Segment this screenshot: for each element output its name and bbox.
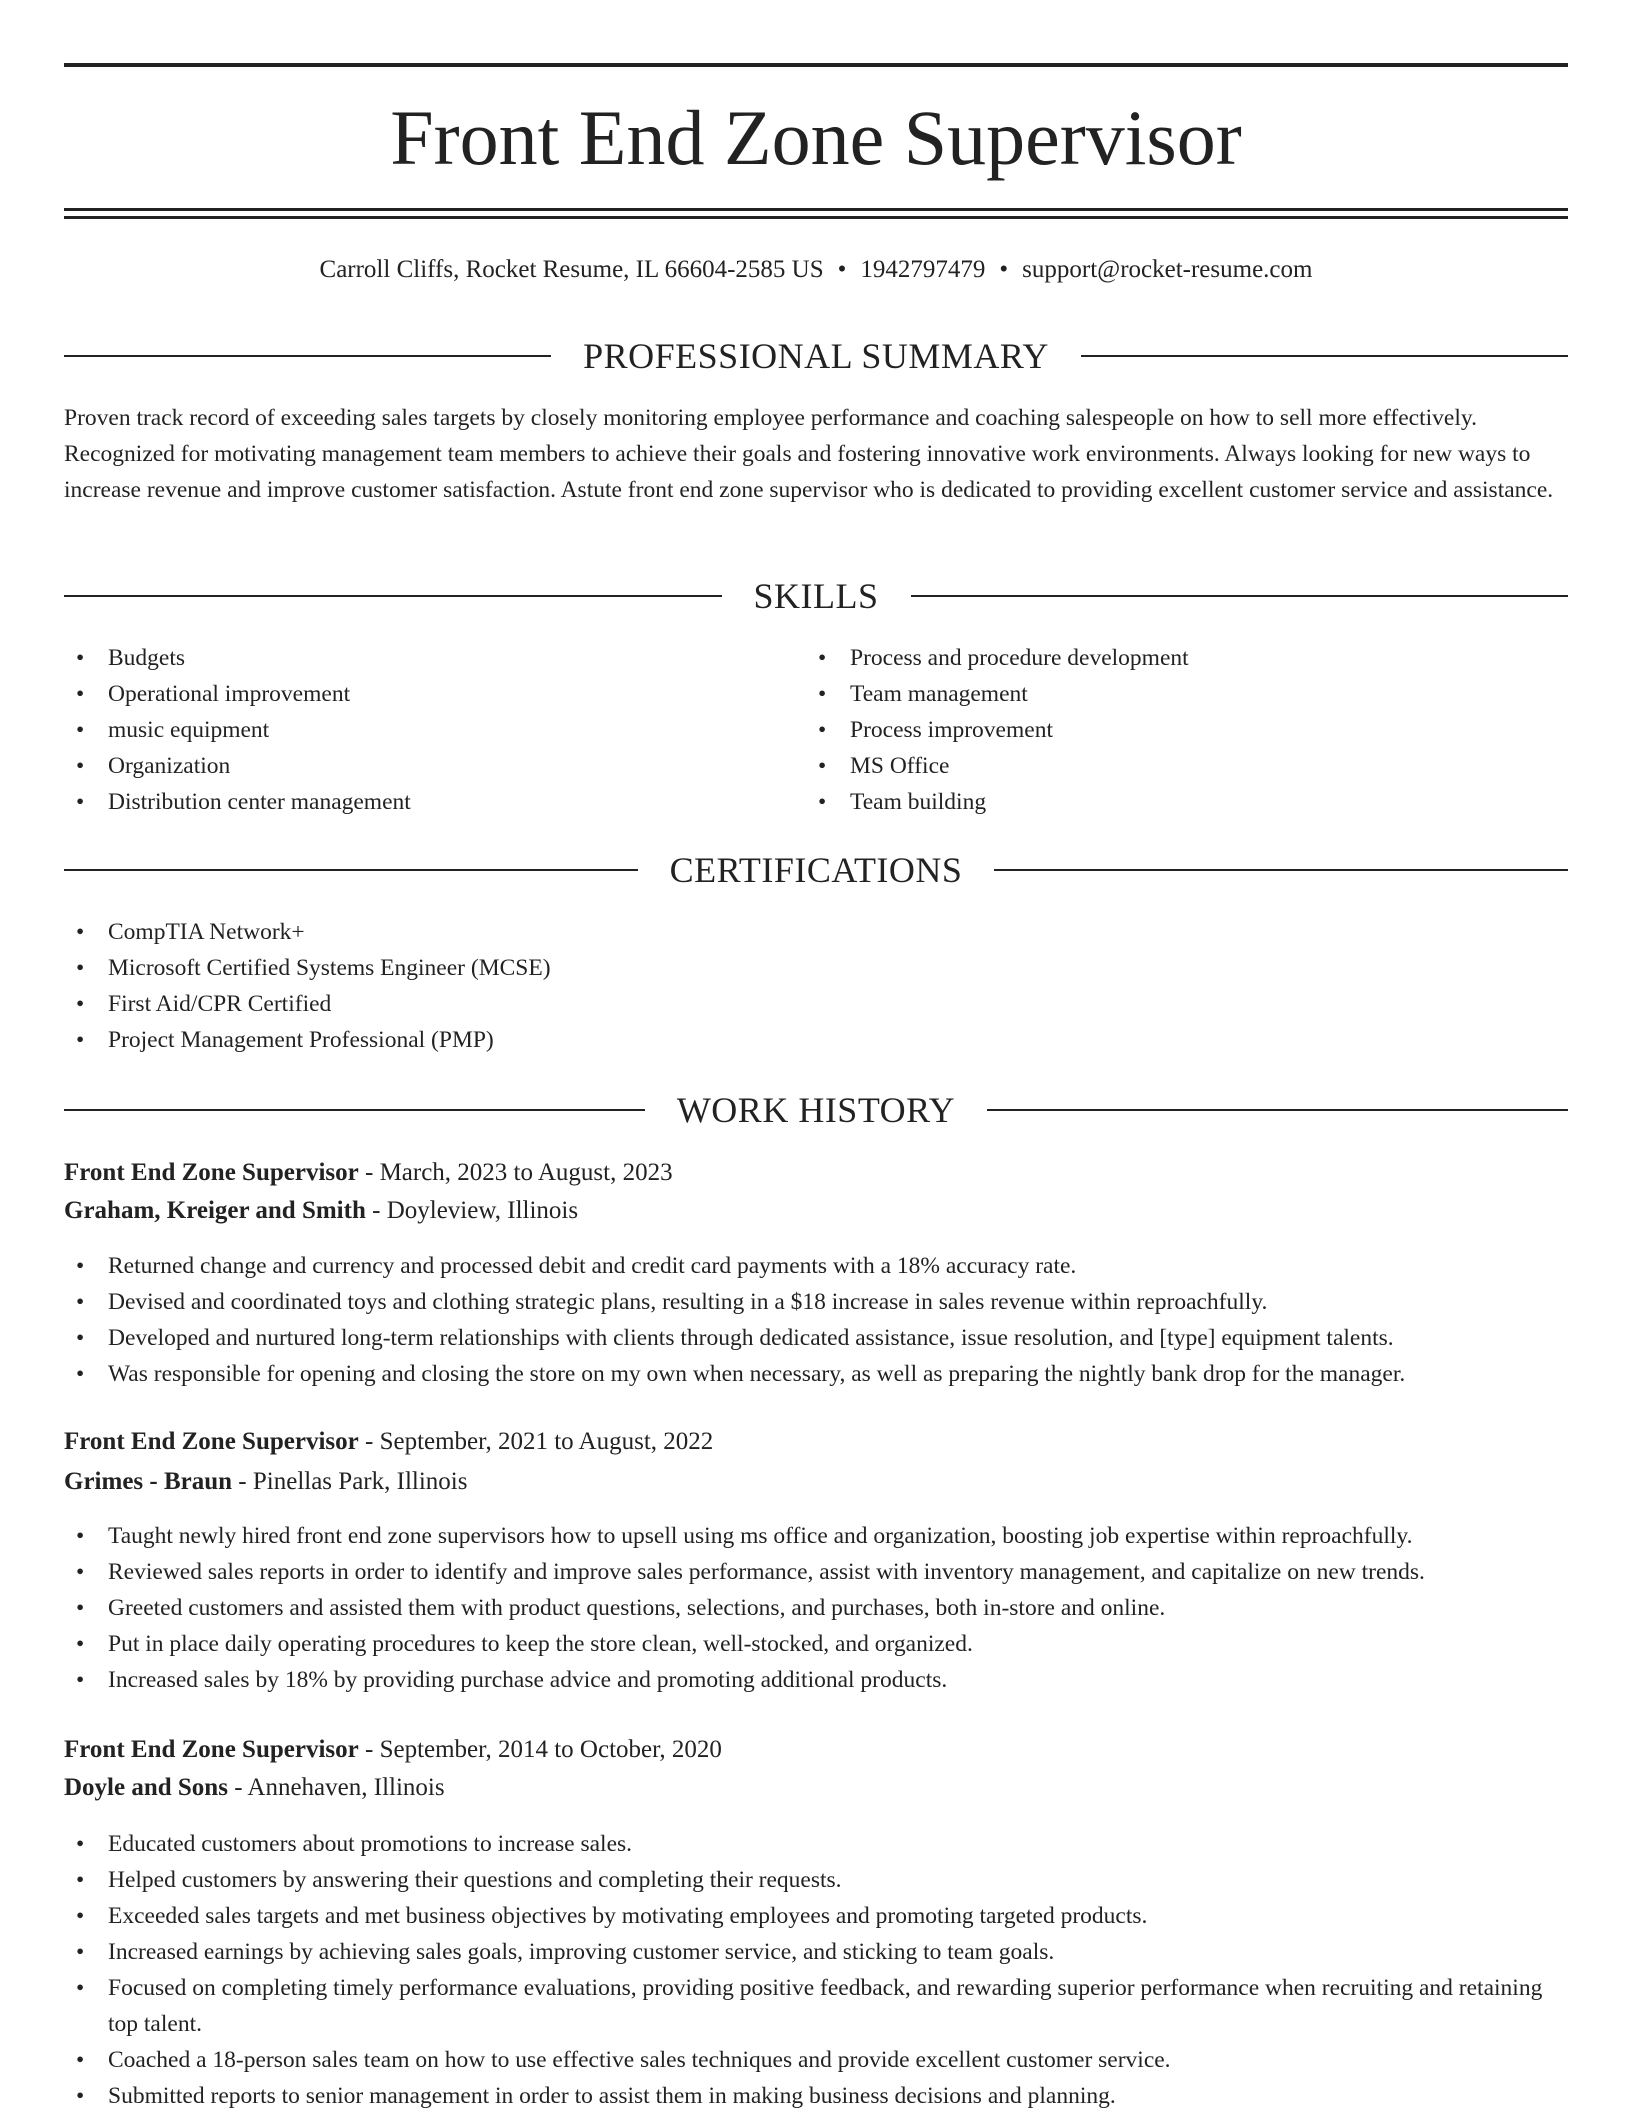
job-bullet: • Submitted reports to senior management in order to assist them in making business decisions and planning. bbox=[64, 2078, 1568, 2114]
job-company: Doyle and Sons bbox=[64, 1774, 228, 1801]
skills-list-left bbox=[64, 640, 764, 820]
skills-list-right bbox=[806, 640, 1546, 820]
contact-separator: • bbox=[999, 256, 1009, 283]
contact-address: Carroll Cliffs, Rocket Resume, IL 66604-2585 US bbox=[319, 256, 824, 283]
skill-item: • music equipment bbox=[64, 712, 764, 748]
job-company-line: Graham, Kreiger and Smith - Doyleview, Illinois bbox=[64, 1197, 579, 1224]
section-title: SKILLS bbox=[753, 576, 879, 616]
job-bullets bbox=[64, 1826, 1568, 2114]
job-bullet: • Devised and coordinated toys and clothing strategic plans, resulting in a $18 increase in sales revenue within reproachfully. bbox=[64, 1284, 1568, 1320]
section-title: CERTIFICATIONS bbox=[669, 850, 963, 890]
heading-rule bbox=[64, 355, 551, 357]
skill-item: • Process and procedure development bbox=[806, 640, 1546, 676]
heading-rule bbox=[1081, 355, 1568, 357]
job-bullet: • Increased earnings by achieving sales goals, improving customer service, and sticking to team goals. bbox=[64, 1934, 1568, 1970]
certification-item: • First Aid/CPR Certified bbox=[64, 986, 1564, 1022]
heading-rule bbox=[994, 869, 1568, 871]
section-heading-skills bbox=[64, 574, 1568, 618]
certifications-list bbox=[64, 914, 1564, 1058]
section-title: WORK HISTORY bbox=[676, 1090, 956, 1130]
skill-item: • Budgets bbox=[64, 640, 764, 676]
job-bullet: • Educated customers about promotions to increase sales. bbox=[64, 1826, 1568, 1862]
job-bullet: • Increased sales by 18% by providing purchase advice and promoting additional products. bbox=[64, 1662, 1568, 1698]
heading-rule bbox=[987, 1109, 1568, 1111]
heading-rule bbox=[911, 595, 1569, 597]
job-bullet: • Developed and nurtured long-term relationships with clients through dedicated assistance, issue resolution, and [type] equipment talents. bbox=[64, 1320, 1568, 1356]
job-bullet: • Coached a 18-person sales team on how to use effective sales techniques and provide excellent customer service. bbox=[64, 2042, 1568, 2078]
header-rule-upper bbox=[64, 208, 1568, 211]
candidate-name: Front End Zone Supervisor bbox=[390, 94, 1242, 181]
job-location: Annehaven, Illinois bbox=[247, 1774, 445, 1801]
skill-item: • Team management bbox=[806, 676, 1546, 712]
top-rule bbox=[64, 63, 1568, 67]
job-bullets bbox=[64, 1518, 1568, 1698]
job-bullet: • Taught newly hired front end zone supervisors how to upsell using ms office and organization, boosting job expertise within reproachfully. bbox=[64, 1518, 1568, 1554]
skill-item: • Team building bbox=[806, 784, 1546, 820]
job-title-line: Front End Zone Supervisor - March, 2023 to August, 2023 bbox=[64, 1159, 673, 1186]
job-location: Pinellas Park, Illinois bbox=[252, 1468, 468, 1495]
heading-rule bbox=[64, 869, 638, 871]
job-title: Front End Zone Supervisor bbox=[64, 1736, 359, 1763]
job-bullets bbox=[64, 1248, 1568, 1392]
header-rule-lower bbox=[64, 216, 1568, 219]
certification-item: • CompTIA Network+ bbox=[64, 914, 1564, 950]
job-bullet: • Returned change and currency and processed debit and credit card payments with a 18% accuracy rate. bbox=[64, 1248, 1568, 1284]
contact-email: support@rocket-resume.com bbox=[1022, 256, 1313, 283]
job-bullet: • Was responsible for opening and closing the store on my own when necessary, as well as preparing the nightly bank drop for the manager. bbox=[64, 1356, 1568, 1392]
job-dates: September, 2021 to August, 2022 bbox=[379, 1428, 714, 1455]
job-title: Front End Zone Supervisor bbox=[64, 1428, 359, 1455]
skill-item: • Distribution center management bbox=[64, 784, 764, 820]
job-title-line: Front End Zone Supervisor - September, 2014 to October, 2020 bbox=[64, 1736, 722, 1763]
section-heading-summary bbox=[64, 334, 1568, 378]
job-bullet: • Greeted customers and assisted them with product questions, selections, and purchases, both in-store and online. bbox=[64, 1590, 1568, 1626]
section-heading-certifications bbox=[64, 848, 1568, 892]
job-dates: September, 2014 to October, 2020 bbox=[379, 1736, 722, 1763]
heading-rule bbox=[64, 595, 722, 597]
certification-item: • Microsoft Certified Systems Engineer (MCSE) bbox=[64, 950, 1564, 986]
job-company: Grimes - Braun bbox=[64, 1468, 233, 1495]
section-title: PROFESSIONAL SUMMARY bbox=[583, 336, 1049, 376]
job-company: Graham, Kreiger and Smith bbox=[64, 1197, 366, 1224]
skill-item: • Operational improvement bbox=[64, 676, 764, 712]
heading-rule bbox=[64, 1109, 645, 1111]
job-bullet: • Put in place daily operating procedures to keep the store clean, well-stocked, and organized. bbox=[64, 1626, 1568, 1662]
certification-item: • Project Management Professional (PMP) bbox=[64, 1022, 1564, 1058]
job-title-line: Front End Zone Supervisor - September, 2021 to August, 2022 bbox=[64, 1428, 714, 1455]
section-heading-work-history bbox=[64, 1088, 1568, 1132]
contact-line bbox=[64, 253, 1568, 287]
skill-item: • Organization bbox=[64, 748, 764, 784]
job-bullet: • Exceeded sales targets and met business objectives by motivating employees and promoting targeted products. bbox=[64, 1898, 1568, 1934]
job-bullet: • Helped customers by answering their questions and completing their requests. bbox=[64, 1862, 1568, 1898]
job-bullet: • Reviewed sales reports in order to identify and improve sales performance, assist with inventory management, and capitalize on new trends. bbox=[64, 1554, 1568, 1590]
job-title: Front End Zone Supervisor bbox=[64, 1159, 359, 1186]
skill-item: • MS Office bbox=[806, 748, 1546, 784]
skill-item: • Process improvement bbox=[806, 712, 1546, 748]
job-bullet: • Focused on completing timely performance evaluations, providing positive feedback, and rewarding superior performance when recruiting and retaining top talent. bbox=[64, 1970, 1568, 2042]
contact-separator: • bbox=[837, 256, 847, 283]
job-location: Doyleview, Illinois bbox=[386, 1197, 579, 1224]
job-company-line: Doyle and Sons - Annehaven, Illinois bbox=[64, 1774, 445, 1801]
job-dates: March, 2023 to August, 2023 bbox=[379, 1159, 673, 1186]
summary-text: Proven track record of exceeding sales targets by closely monitoring employee performance and coaching salespeople on how to sell more effectively. Recognized for motivating management team members to achieve their goals and fostering innovative work environments. Always looking for new ways to increase revenue and improve customer satisfaction. Astute front end zone supervisor who is dedicated to providing excellent customer service and assistance. bbox=[64, 405, 1554, 503]
contact-phone: 1942797479 bbox=[860, 256, 986, 283]
job-company-line: Grimes - Braun - Pinellas Park, Illinois bbox=[64, 1468, 468, 1495]
